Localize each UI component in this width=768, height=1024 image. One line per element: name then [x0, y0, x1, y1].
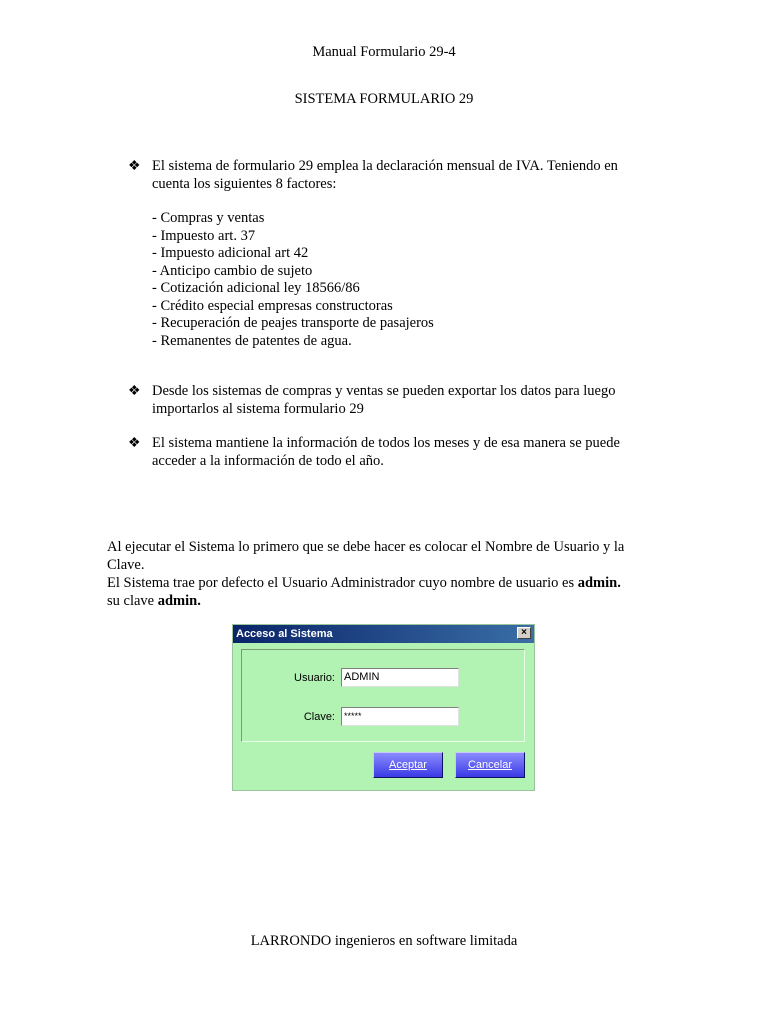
list-item: - Crédito especial empresas constructoras	[152, 297, 393, 314]
diamond-bullet-icon: ❖	[128, 159, 141, 174]
bullet-text-line: El sistema de formulario 29 emplea la declaración mensual de IVA. Teniendo en	[152, 158, 618, 174]
intro-text: El Sistema trae por defecto el Usuario Administrador cuyo nombre de usuario es	[107, 575, 578, 591]
dialog-title: Acceso al Sistema	[236, 628, 333, 640]
usuario-input[interactable]: ADMIN	[341, 668, 459, 687]
dialog-frame	[241, 649, 525, 742]
list-item: - Anticipo cambio de sujeto	[152, 262, 313, 279]
page-subtitle: SISTEMA FORMULARIO 29	[294, 91, 474, 107]
bullet-text-line: Desde los sistemas de compras y ventas se pueden exportar los datos para luego	[152, 383, 616, 399]
list-item: - Remanentes de patentes de agua.	[152, 332, 352, 349]
intro-text: su clave	[107, 593, 158, 609]
factors-list	[152, 210, 434, 350]
diamond-bullet-icon: ❖	[128, 436, 141, 451]
cancel-button[interactable]: Cancelar	[455, 752, 525, 778]
close-icon[interactable]: ×	[517, 627, 531, 639]
clave-label: Clave:	[303, 711, 335, 723]
clave-input[interactable]: *****	[341, 707, 459, 726]
list-item: - Recuperación de peajes transporte de pasajeros	[152, 315, 434, 331]
list-item: - Cotización adicional ley 18566/86	[152, 280, 360, 296]
list-item: - Compras y ventas	[152, 210, 265, 226]
intro-line	[107, 575, 667, 593]
usuario-label: Usuario:	[294, 672, 335, 684]
list-item: - Impuesto adicional art 42	[152, 245, 309, 261]
page-header-title: Manual Formulario 29-4	[312, 44, 456, 60]
admin-username: admin.	[577, 575, 621, 591]
list-item: - Impuesto art. 37	[152, 227, 256, 244]
intro-paragraph	[107, 539, 667, 611]
intro-line: Clave.	[107, 557, 145, 573]
bullet-text-line: importarlos al sistema formulario 29	[152, 400, 364, 417]
admin-password: admin.	[157, 593, 201, 609]
login-dialog	[232, 624, 535, 791]
intro-line: Al ejecutar el Sistema lo primero que se debe hacer es colocar el Nombre de Usuario y la	[107, 539, 625, 555]
dialog-title-bar[interactable]	[233, 625, 534, 643]
accept-button[interactable]: Aceptar	[373, 752, 443, 778]
diamond-bullet-icon: ❖	[128, 384, 141, 399]
intro-line	[107, 593, 667, 611]
page-footer: LARRONDO ingenieros en software limitada	[250, 933, 518, 949]
bullet-text-line: El sistema mantiene la información de todos los meses y de esa manera se puede	[152, 435, 620, 451]
bullet-text-line: acceder a la información de todo el año.	[152, 452, 384, 469]
bullet-text-line: cuenta los siguientes 8 factores:	[152, 175, 337, 192]
